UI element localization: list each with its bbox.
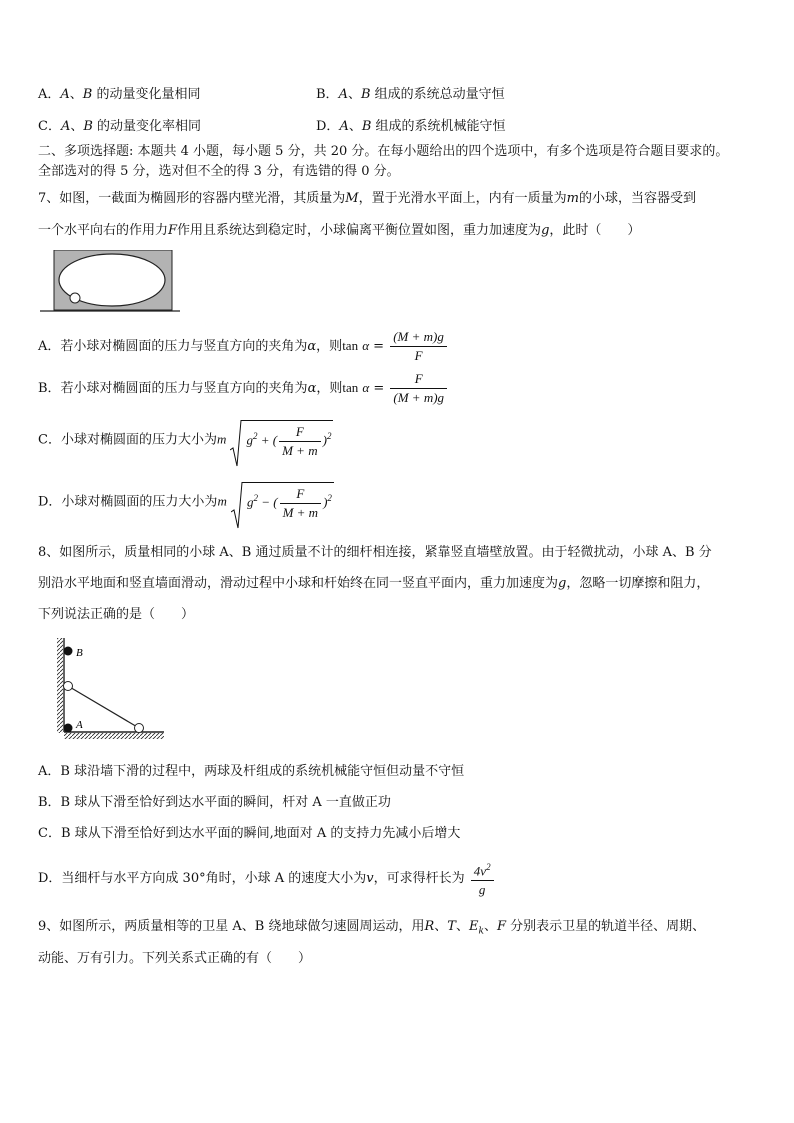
q8-figure-rod-wall xyxy=(52,636,170,740)
q8-option-b: B．B 球从下滑至恰好到达水平面的瞬间，杆对 A 一直做正功 xyxy=(38,795,391,810)
ball-b xyxy=(64,682,73,691)
q7-option-b: B．若小球对椭圆面的压力与竖直方向的夹角为α，则tan α = $\frac{F}{(M + m)g}$ xyxy=(38,370,449,407)
ball-a-initial xyxy=(64,724,73,733)
q8-stem-line3: 下列说法正确的是（ ） xyxy=(38,607,195,622)
small-ball xyxy=(70,293,80,303)
ball-a xyxy=(135,724,144,733)
section-heading-line2: 全部选对的得 5 分，选对但不全的得 3 分，有选错的得 0 分。 xyxy=(38,164,400,179)
q7-d-sqrt: $g^2$ − ( $\frac{F}{M + m}$ )$^2$ xyxy=(231,482,334,522)
q7-option-c: C．小球对椭圆面的压力大小为m $g^2$ + ( $\frac{F}{M + m}$ )$^2$ xyxy=(38,420,333,460)
q7-c-sqrt: $g^2$ + ( $\frac{F}{M + m}$ )$^2$ xyxy=(230,420,333,460)
label-b: B xyxy=(76,647,83,659)
q6-option-b: B．A、B 组成的系统总动量守恒 xyxy=(316,87,505,102)
q9-stem-line1: 9、如图所示，两质量相等的卫星 A、B 绕地球做匀速圆周运动，用R、T、$E_k$、F 分别表示卫星的轨道半径、周期、 xyxy=(38,919,706,937)
section-heading-line1: 二、多项选择题: 本题共 4 小题，每小题 5 分，共 20 分。在每小题给出的四个选项中，有多个选项是符合题目要求的。 xyxy=(38,144,729,159)
q6-option-c: C．A、B 的动量变化率相同 xyxy=(38,119,202,134)
q6-option-a: A．A、B 的动量变化量相同 xyxy=(38,87,201,102)
q7-b-fraction: $\frac{F}{(M + m)g}$ xyxy=(390,370,447,407)
radical-sign xyxy=(230,420,242,468)
q7-option-d: D．小球对椭圆面的压力大小为m $g^2$ − ( $\frac{F}{M + m}$ )$^2$ xyxy=(38,482,334,522)
q7-stem-line2: 一个水平向右的作用力F作用且系统达到稳定时，小球偏离平衡位置如图，重力加速度为g，此时（ ） xyxy=(38,223,641,238)
q6-option-d: D．A、B 组成的系统机械能守恒 xyxy=(316,119,506,134)
q8-d-fraction: $\frac{4v^2}{g}$ xyxy=(471,858,494,899)
q8-option-d: D．当细杆与水平方向成 30°角时，小球 A 的速度大小为v，可求得杆长为 $\frac{4v^2}{g}$ xyxy=(38,858,496,899)
q9-stem-line2: 动能、万有引力。下列关系式正确的有（ ） xyxy=(38,951,312,966)
label-a: A xyxy=(76,719,83,731)
wall-hatching xyxy=(57,638,63,733)
q7-stem-line1: 7、如图，一截面为椭圆形的容器内壁光滑，其质量为M，置于光滑水平面上，内有一质量为m的小球，当容器受到 xyxy=(38,191,696,206)
ball-b-initial xyxy=(64,647,73,656)
q8-stem-line2: 别沿水平地面和竖直墙面滑动，滑动过程中小球和杆始终在同一竖直平面内，重力加速度为g，忽略一切摩擦和阻力， xyxy=(38,576,710,591)
q8-option-a: A．B 球沿墙下滑的过程中，两球及杆组成的系统机械能守恒但动量不守恒 xyxy=(38,764,465,779)
q7-option-a: A．若小球对椭圆面的压力与竖直方向的夹角为α，则tan α = $\frac{(M + m)g}{F}$ xyxy=(38,328,449,365)
radical-sign xyxy=(231,482,243,530)
floor-hatching xyxy=(64,733,164,739)
q7-figure-ellipse-container xyxy=(40,250,180,314)
q7-a-fraction: $\frac{(M + m)g}{F}$ xyxy=(390,328,447,365)
q8-stem-line1: 8、如图所示，质量相同的小球 A、B 通过质量不计的细杆相连接，紧靠竖直墙壁放置。由于轻微扰动，小球 A、B 分 xyxy=(38,545,712,560)
q8-option-c: C．B 球从下滑至恰好到达水平面的瞬间,地面对 A 的支持力先减小后增大 xyxy=(38,826,461,841)
